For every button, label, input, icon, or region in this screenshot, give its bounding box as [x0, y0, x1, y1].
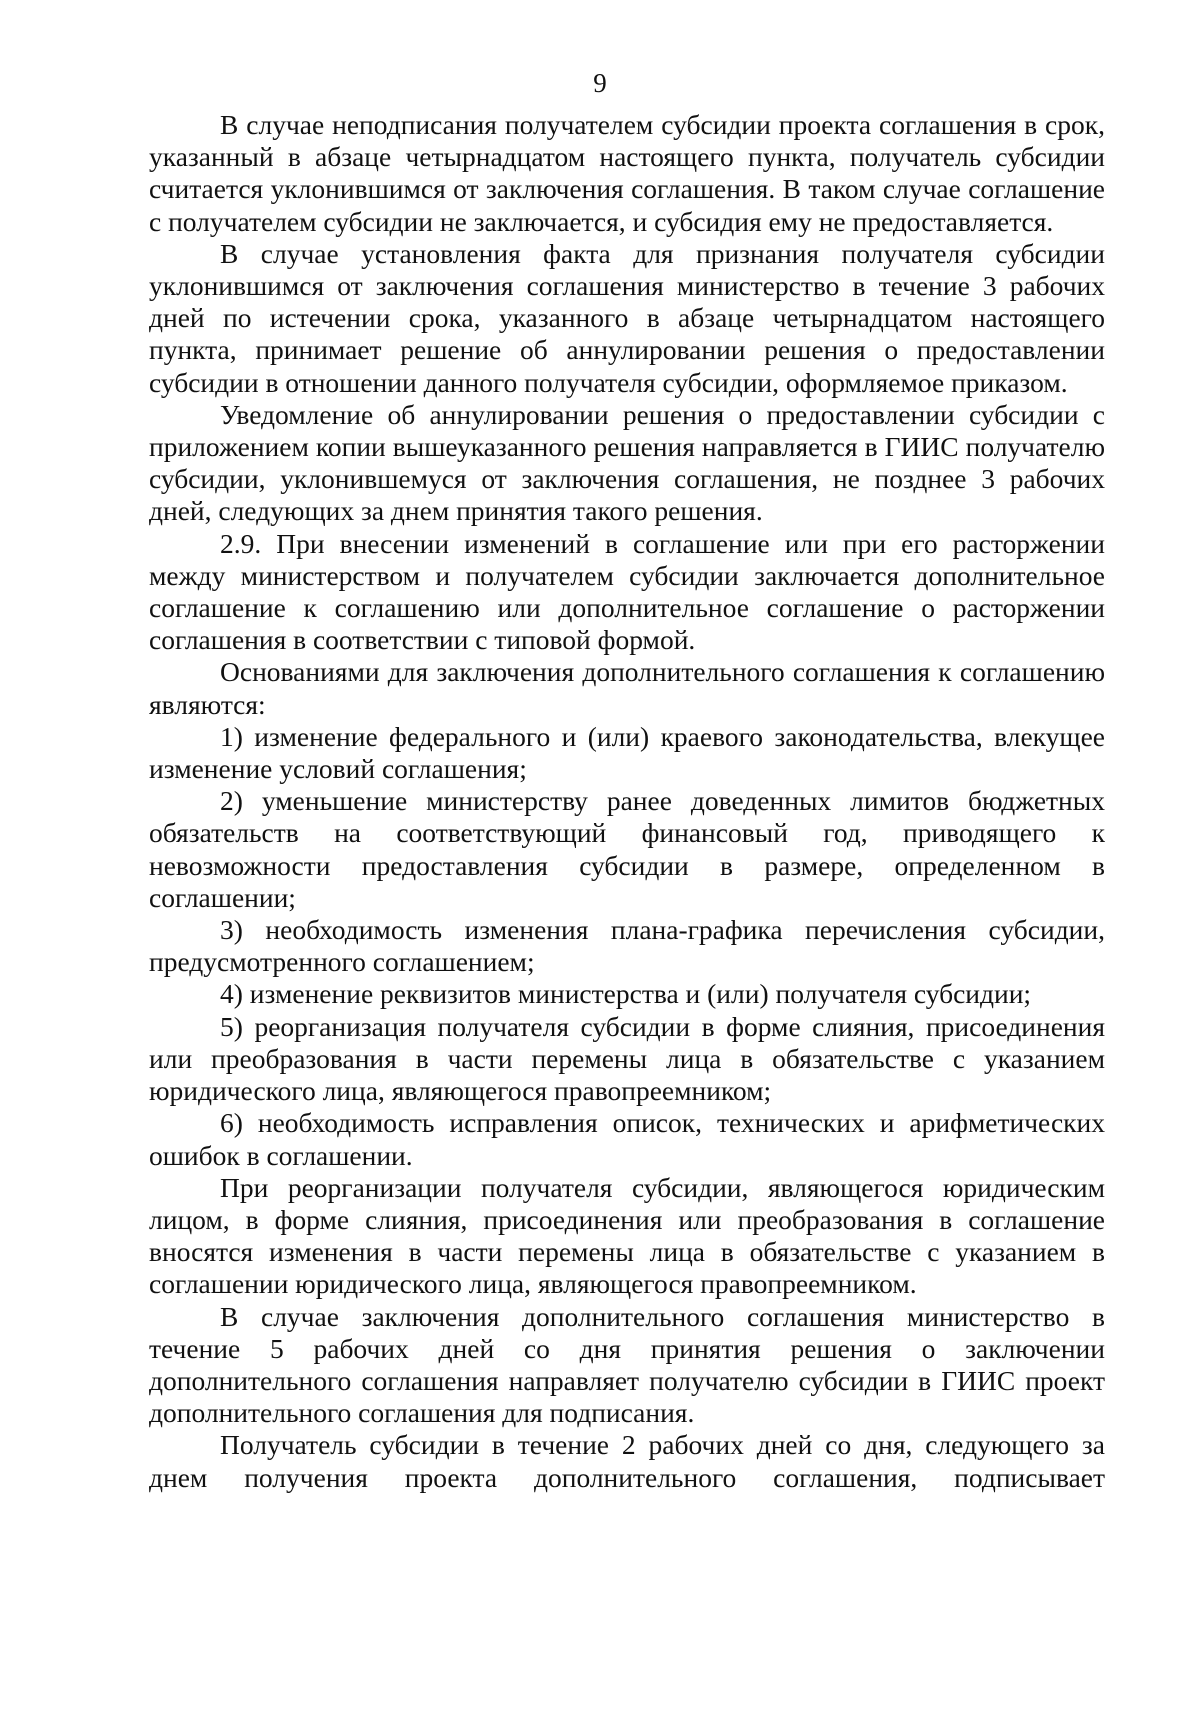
paragraph: При реорганизации получателя субсидии, являющегося юридическим лицом, в форме слияния, присоединения или преобразования в соглашение вносятся изменения в части перемены лица в обязательстве с указанием в соглашении юридического лица, являющегося правопреемником.	[149, 1171, 1105, 1300]
paragraph: В случае заключения дополнительного соглашения министерство в течение 5 рабочих дней со дня принятия решения о заключении дополнительного соглашения направляет получателю субсидии в ГИИС проект дополнительного соглашения для подписания.	[149, 1300, 1105, 1429]
list-item: 2) уменьшение министерству ранее доведенных лимитов бюджетных обязательств на соответствующий финансовый год, приводящего к невозможности предоставления субсидии в размере, определенном в соглашении;	[149, 785, 1105, 913]
list-item: 1) изменение федерального и (или) краевого законодательства, влекущее изменение условий соглашения;	[149, 720, 1105, 785]
paragraph: В случае установления факта для признания получателя субсидии уклонившимся от заключения соглашения министерство в течение 3 рабочих дней по истечении срока, указанного в абзаце четырнадцатом настоящего пункта, принимает решение об аннулировании решения о предоставлении субсидии в отношении данного получателя субсидии, оформляемое приказом.	[149, 237, 1105, 398]
list-item: 6) необходимость исправления описок, технических и арифметических ошибок в соглашении.	[149, 1107, 1105, 1171]
paragraph: 2.9. При внесении изменений в соглашение или при его расторжении между министерством и получателем субсидии заключается дополнительное соглашение к соглашению или дополнительное соглашение о расторжении соглашения в соответствии с типовой формой.	[149, 527, 1105, 656]
paragraph: Основаниями для заключения дополнительного соглашения к соглашению являются:	[149, 656, 1105, 720]
paragraph: Получатель субсидии в течение 2 рабочих дней со дня, следующего за днем получения проекта дополнительного соглашения, подписывает	[149, 1429, 1105, 1493]
list-item: 4) изменение реквизитов министерства и (или) получателя субсидии;	[220, 978, 1032, 1010]
paragraph: Уведомление об аннулировании решения о предоставлении субсидии с приложением копии вышеуказанного решения направляется в ГИИС получателю субсидии, уклонившемуся от заключения соглашения, не позднее 3 рабочих дней, следующих за днем принятия такого решения.	[149, 398, 1105, 527]
page-number: 9	[593, 68, 607, 98]
list-item: 3) необходимость изменения плана-графика перечисления субсидии, предусмотренного соглашением;	[149, 914, 1105, 978]
list-item: 5) реорганизация получателя субсидии в форме слияния, присоединения или преобразования в части перемены лица в обязательстве с указанием юридического лица, являющегося правопреемником;	[149, 1010, 1105, 1107]
document-body	[149, 109, 1105, 1494]
paragraph: В случае неподписания получателем субсидии проекта соглашения в срок, указанный в абзаце четырнадцатом настоящего пункта, получатель субсидии считается уклонившимся от заключения соглашения. В таком случае соглашение с получателем субсидии не заключается, и субсидия ему не предоставляется.	[149, 109, 1105, 237]
